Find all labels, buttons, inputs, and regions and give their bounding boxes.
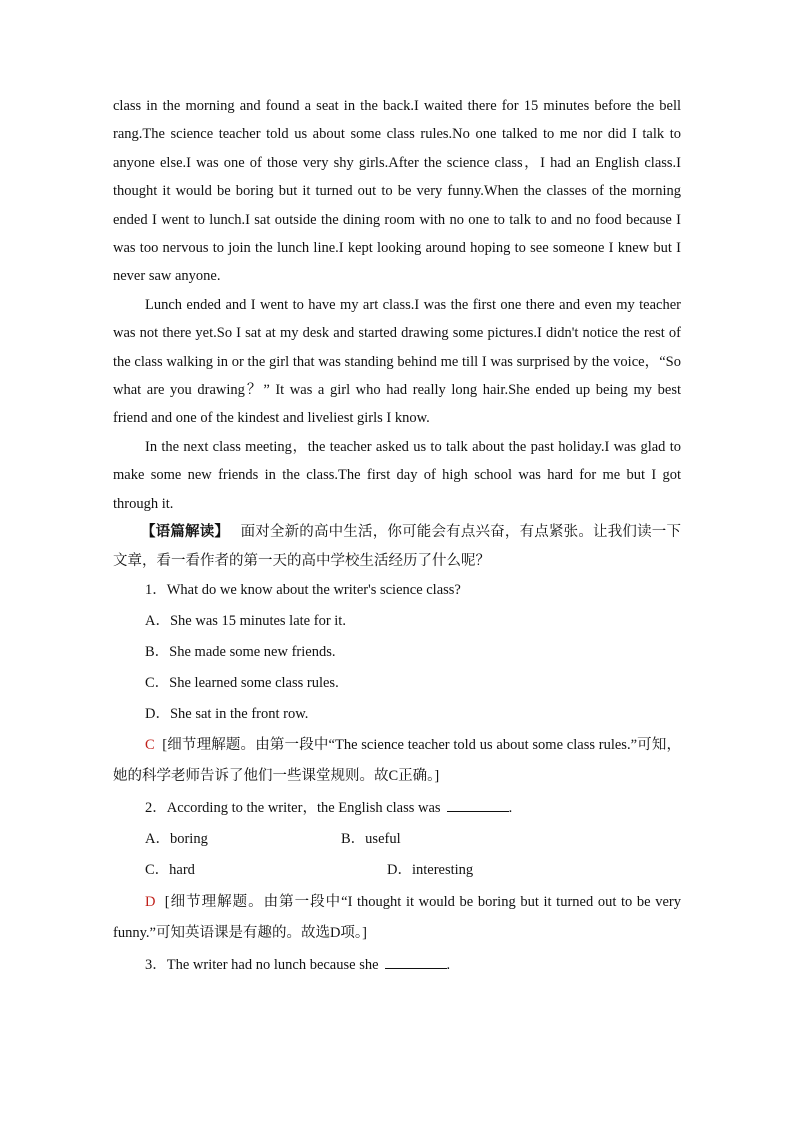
document-page: [113, 92, 681, 981]
question-3: [113, 950, 681, 981]
passage-analysis: [113, 518, 681, 575]
passage-paragraph-1: class in the morning and found a seat in the back.I waited there for 15 minutes before the bell rang.The science teacher told us about some class rules.No one talked to me nor did I talk to anyone else.I was one of those very shy girls.After the science class，I had an English class.I thought it would be boring but it turned out to be very funny.When the classes of the morning ended I went to lunch.I sat outside the dining room with no one to talk to and no food because I was too nervous to join the lunch line.I kept looking around hoping to see someone I knew but I never saw anyone.: [113, 98, 681, 285]
option-b: B．useful: [341, 830, 401, 847]
explanation-text: [细节理解题。由第一段中“The science teacher told us about some class rules.”可知，她的科学老师告诉了他们一些课堂规则。故C正确。]: [113, 736, 681, 785]
answer-explanation: [113, 730, 681, 793]
question-stem: 3．The writer had no lunch because she .: [113, 950, 681, 981]
option-c: C．She learned some class rules.: [145, 674, 339, 691]
answer-key: C: [145, 736, 155, 753]
answer-blank: [385, 954, 447, 969]
question-stem: 1．What do we know about the writer's science class?: [145, 581, 461, 598]
question-stem: 2．According to the writer，the English class was .: [113, 793, 681, 824]
option-b: B．She made some new friends.: [145, 643, 336, 660]
answer-explanation: [113, 887, 681, 950]
answer-blank: [447, 797, 509, 812]
analysis-tag: 【语篇解读】: [141, 524, 230, 541]
analysis-text: 面对全新的高中生活，你可能会有点兴奋，有点紧张。让我们读一下文章，看一看作者的第一天的高中学校生活经历了什么呢？: [113, 524, 681, 569]
explanation-text: [细节理解题。由第一段中“I thought it would be boring but it turned out to be very funny.”可知英语课是有趣的。故选D项。]: [113, 893, 682, 942]
option-c: C．hard: [145, 862, 195, 879]
question-1: [113, 575, 681, 793]
question-stem-text: 3．The writer had no lunch because she: [145, 956, 379, 973]
question-stem-text: 2．According to the writer，the English class was: [145, 799, 441, 816]
options-row-2: [113, 855, 681, 887]
option-a: A．boring: [145, 830, 208, 847]
options-row-1: [113, 824, 681, 856]
option-a: A．She was 15 minutes late for it.: [145, 612, 346, 629]
option-d: D．interesting: [387, 862, 474, 879]
passage-paragraph-2: Lunch ended and I went to have my art class.I was the first one there and even my teacher was not there yet.So I sat at my desk and started drawing some pictures.I didn't notice the rest of the class walking in or the girl that was standing behind me till I was surprised by the voice，“So what are you drawing？” It was a girl who had really long hair.She ended up being my best friend and one of the kindest and liveliest girls I know.: [113, 296, 681, 427]
question-2: [113, 793, 681, 950]
option-d: D．She sat in the front row.: [145, 705, 309, 722]
answer-key: D: [145, 893, 156, 910]
passage-paragraph-3: In the next class meeting，the teacher asked us to talk about the past holiday.I was glad to make some new friends in the class.The first day of high school was hard for me but I got through it.: [113, 438, 681, 512]
